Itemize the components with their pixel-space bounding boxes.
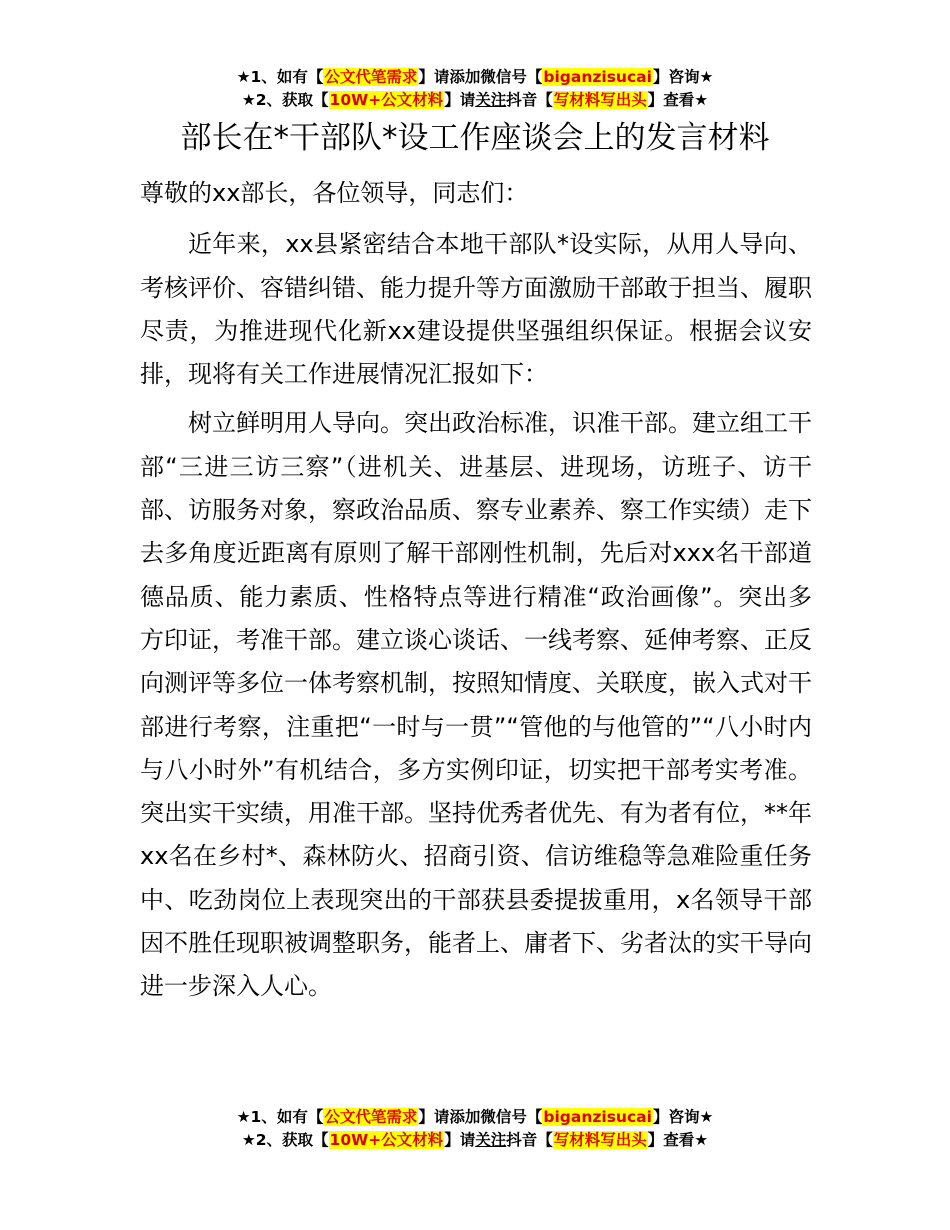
banner-highlight-wechat: biganzisucai (543, 1108, 652, 1126)
banner-text: 】查看★ (647, 1131, 709, 1149)
banner-line-2 (0, 89, 950, 112)
banner-text: ★2、获取【 (241, 1131, 329, 1149)
bottom-banner (0, 1106, 950, 1152)
banner-line-2 (0, 1129, 950, 1152)
banner-text: ★2、获取【 (241, 91, 329, 109)
paragraph-2: 树立鲜明用人导向。突出政治标准，识准干部。建立组工干部“三进三访三察”（进机关、进基层、进现场，访班子、访干部、访服务对象，察政治品质、察专业素养、察工作实绩）走下去多角度近距离有原则了解干部刚性机制，先后对xxx名干部道德品质、能力素质、性格特点等进行精准“政治画像”。突出多方印证，考准干部。建立谈心谈话、一线考察、延伸考察、正反向测评等多位一体考察机制，按照知情度、关联度，嵌入式对干部进行考察，注重把“一时与一贯”“管他的与他管的”“八小时内与八小时外”有机结合，多方实例印证，切实把干部考实考准。突出实干实绩，用准干部。坚持优秀者优先、有为者有位，**年xx名在乡村*、森林防火、招商引资、信访维稳等急难险重任务中、吃劲岗位上表现突出的干部获县委提拔重用，x名领导干部因不胜任现职被调整职务，能者上、庸者下、劣者汰的实干导向进一步深入人心。 (140, 409, 812, 1001)
banner-highlight-wechat: biganzisucai (543, 68, 652, 86)
banner-underlined: 关注 (475, 1131, 507, 1149)
banner-text: 】请 (444, 91, 476, 109)
banner-highlight-douyin: 写材料写出头 (553, 1131, 647, 1149)
banner-text: 抖音【 (506, 91, 553, 109)
banner-highlight: 10W+公文材料 (329, 1131, 444, 1149)
banner-text: 】请添加微信号【 (418, 68, 543, 86)
banner-highlight: 公文代笔需求 (324, 1108, 418, 1126)
banner-text: ★1、如有【 (236, 1108, 324, 1126)
greeting: 尊敬的xx部长，各位领导，同志们： (140, 179, 529, 207)
banner-highlight-douyin: 写材料写出头 (553, 91, 647, 109)
banner-text: 】咨询★ (652, 68, 714, 86)
banner-underlined: 关注 (475, 91, 507, 109)
banner-text: 抖音【 (506, 1131, 553, 1149)
banner-line-1 (0, 66, 950, 89)
document-title: 部长在*干部队*设工作座谈会上的发言材料 (180, 120, 770, 156)
top-banner (0, 66, 950, 112)
banner-text: ★1、如有【 (236, 68, 324, 86)
banner-text: 】请 (444, 1131, 476, 1149)
banner-text: 】请添加微信号【 (418, 1108, 543, 1126)
document-body (140, 172, 812, 1015)
banner-text: 】咨询★ (652, 1108, 714, 1126)
banner-highlight: 10W+公文材料 (329, 91, 444, 109)
paragraph-1: 近年来，xx县紧密结合本地干部队*设实际，从用人导向、考核评价、容错纠错、能力提升等方面激励干部敢于担当、履职尽责，为推进现代化新xx建设提供坚强组织保证。根据会议安排，现将有关工作进展情况汇报如下： (140, 230, 812, 389)
banner-line-1 (0, 1106, 950, 1129)
banner-text: 】查看★ (647, 91, 709, 109)
banner-highlight: 公文代笔需求 (324, 68, 418, 86)
